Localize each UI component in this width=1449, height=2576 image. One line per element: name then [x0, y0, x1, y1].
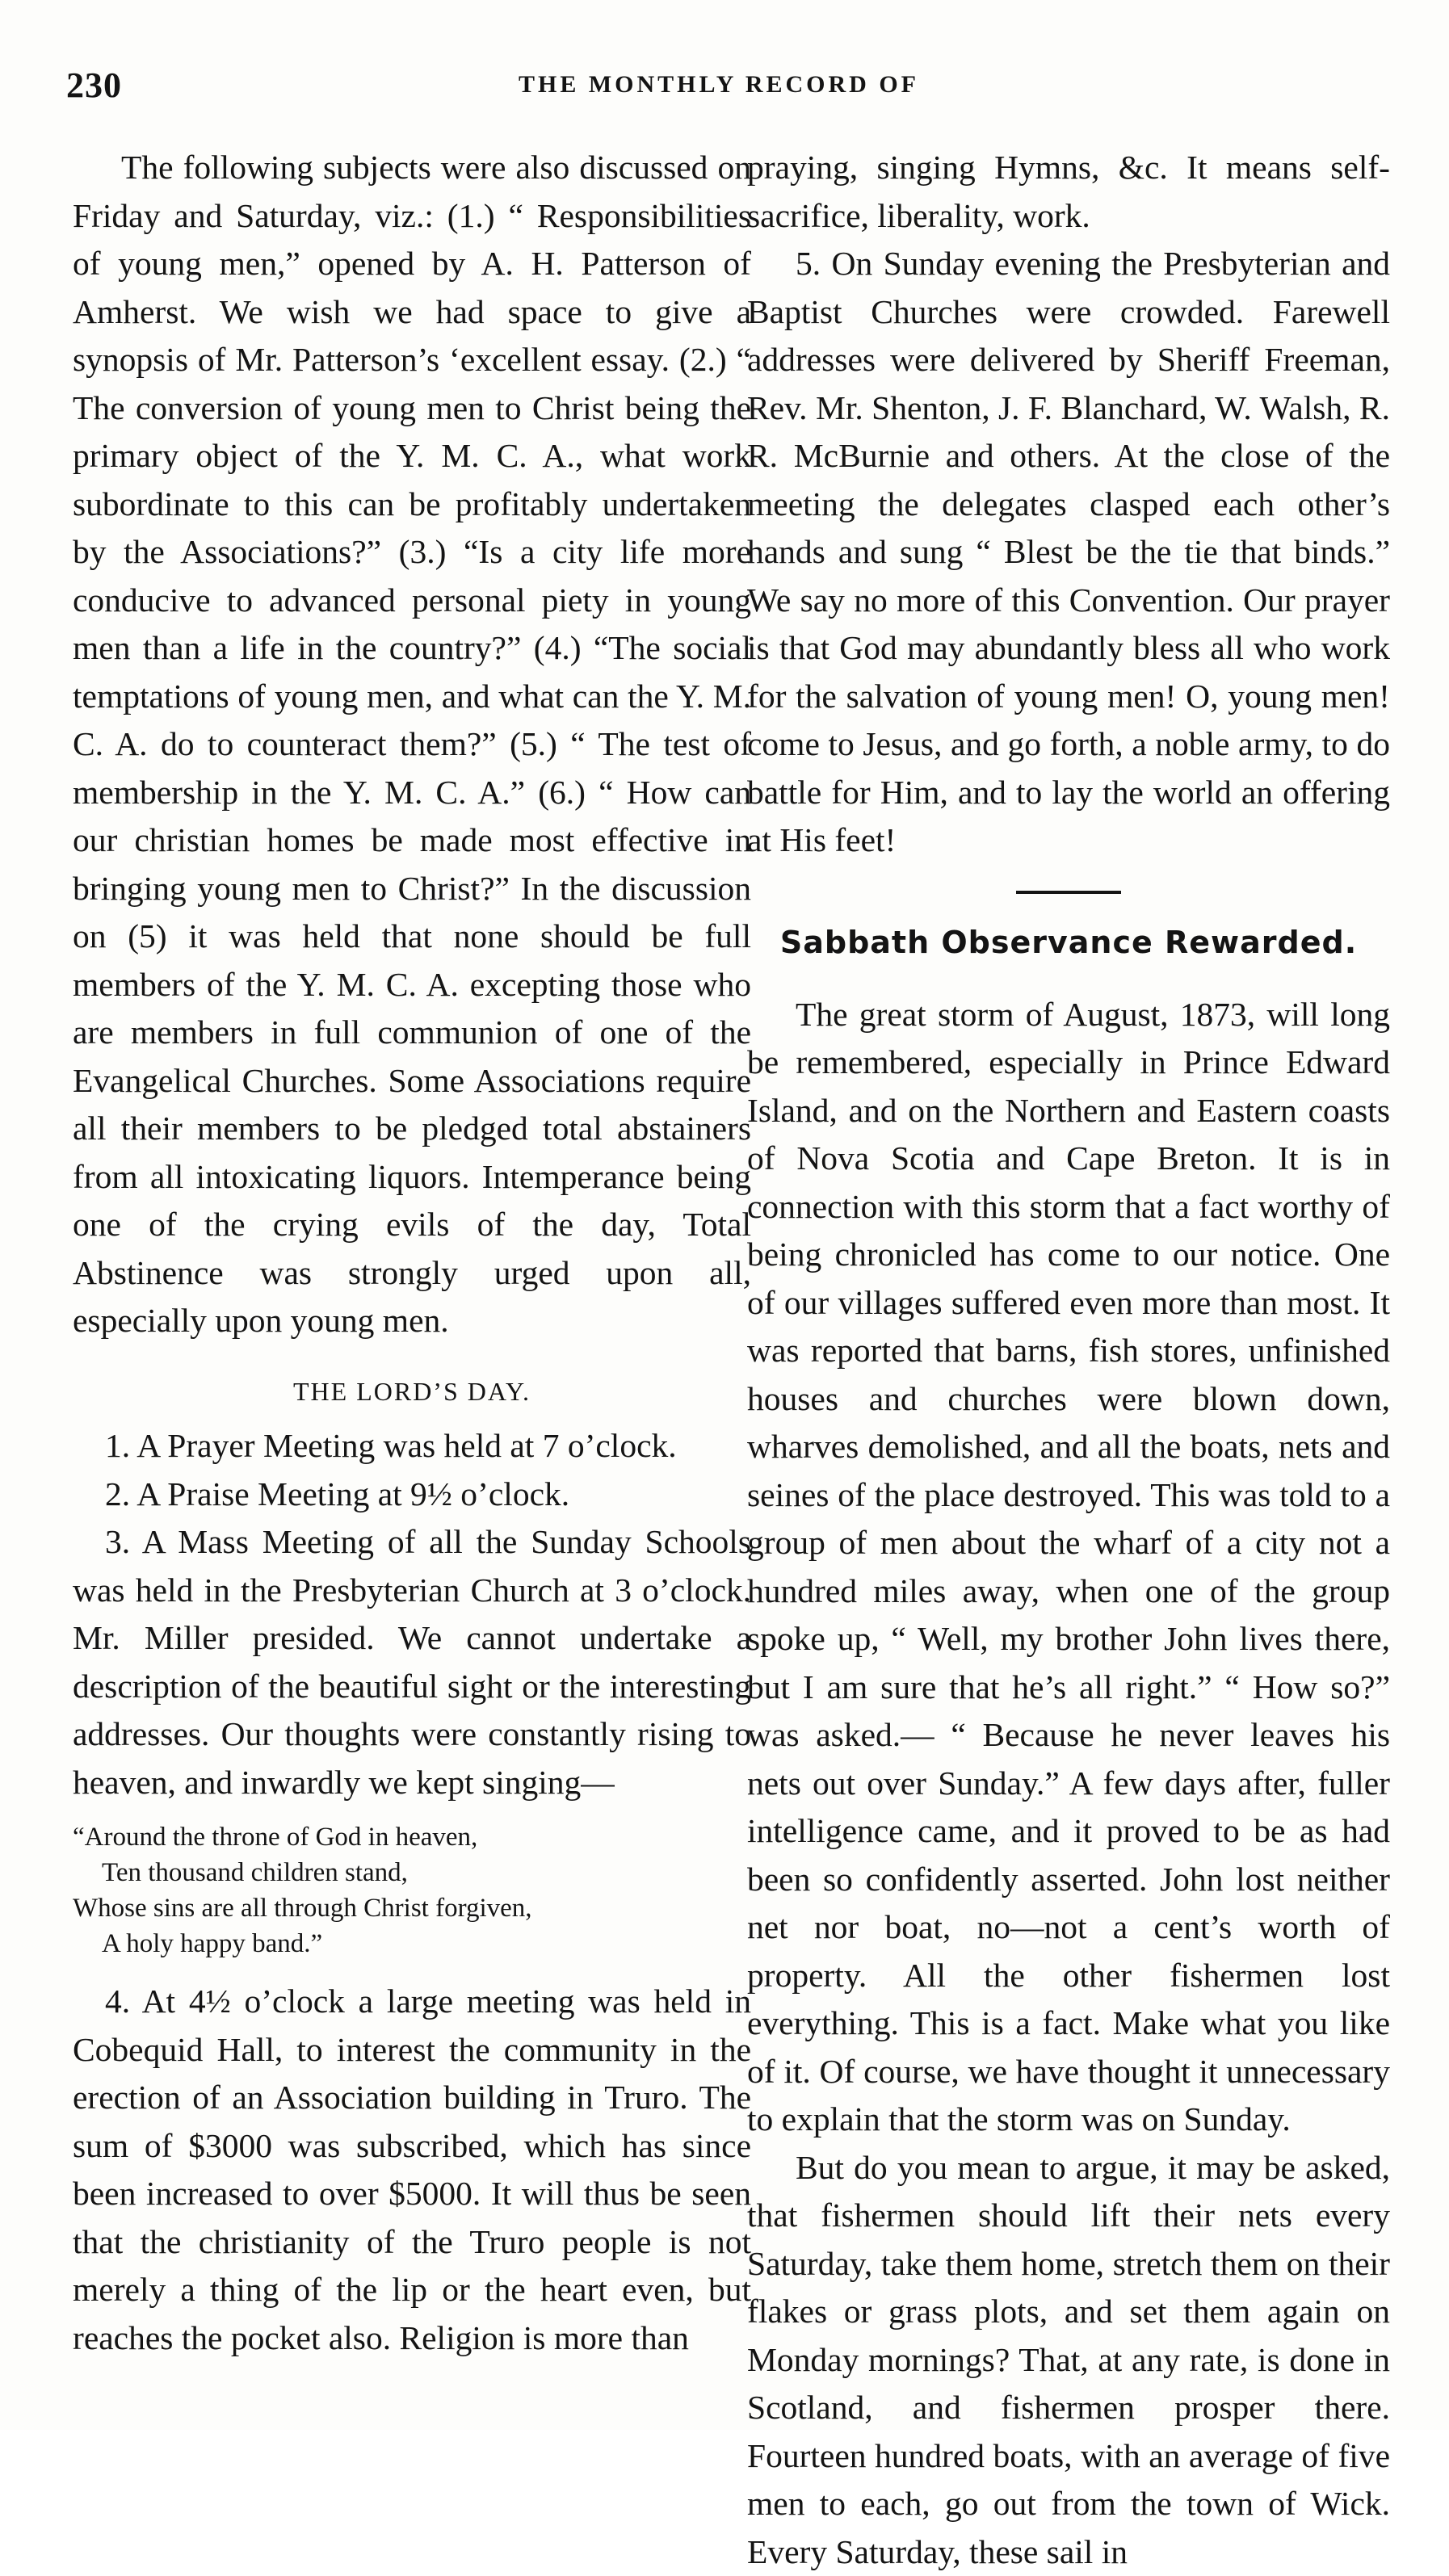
section-divider: [1016, 891, 1121, 894]
list-item: 1. A Prayer Meeting was held at 7 o’clock.: [73, 1422, 751, 1471]
right-column: [747, 144, 1390, 2576]
list-item: 3. A Mass Meeting of all the Sunday Schools was held in the Presbyterian Church at 3 o’clock. Mr. Miller presided. We cannot undertake a description of the beautiful sight or the interesting addresses. Our thoughts were constantly rising to heaven, and inwardly we kept singing—: [73, 1518, 751, 1806]
verse-line: “Around the throne of God in heaven,: [73, 1819, 751, 1855]
left-column: [73, 144, 751, 2362]
running-head: THE MONTHLY RECORD OF: [436, 71, 1002, 99]
paragraph-fishermen: But do you mean to argue, it may be asked, that fishermen should lift their nets every Saturday, take them home, stretch them on their flakes or grass plots, and set them again on Monday mornings? That, at any rate, is done in Scotland, and fishermen prosper there. Fourteen hundred boats, with an average of five men to each, go out from the town of Wick. Every Saturday, these sail in: [747, 2144, 1390, 2576]
lords-day-list-cont: [73, 1978, 751, 2362]
subheading-lords-day: THE LORD’S DAY.: [73, 1368, 751, 1416]
list-item: 4. At 4½ o’clock a large meeting was held in Cobequid Hall, to interest the community in the erection of an Association building in Truro. The sum of $3000 was subscribed, which has since been increased to over $5000. It will thus be seen that the christianity of the Truro people is not merely a thing of the lip or the heart even, but reaches the pocket also. Religion is more than: [73, 1978, 751, 2362]
paragraph-sunday-evening: 5. On Sunday evening the Presbyterian and Baptist Churches were crowded. Farewell addresses were delivered by Sheriff Freeman, Rev. Mr. Shenton, J. F. Blanchard, W. Walsh, R. R. McBurnie and others. At the close of the meeting the delegates clasped each other’s hands and sung “ Blest be the tie that binds.” We say no more of this Convention. Our prayer is that God may abundantly bless all who work for the salvation of young men! O, young men! come to Jesus, and go forth, a noble army, to do battle for Him, and to lay the world an offering at His feet!: [747, 240, 1390, 865]
paragraph-subjects: The following subjects were also discussed on Friday and Saturday, viz.: (1.) “ Responsibilities of young men,” opened by A. H. Patterson of Amherst. We wish we had space to give a synopsis of Mr. Patterson’s ‘excellent essay. (2.) “ The conversion of young men to Christ being the primary object of the Y. M. C. A., what work subordinate to this can be profitably undertaken by the Associations?” (3.) “Is a city life more conducive to advanced personal piety in young men than a life in the country?” (4.) “The social temptations of young men, and what can the Y. M. C. A. do to counteract them?” (5.) “ The test of membership in the Y. M. C. A.” (6.) “ How can our christian homes be made most effective in bringing young men to Christ?” In the discussion on (5) it was held that none should be full members of the Y. M. C. A. excepting those who are members in full communion of one of the Evangelical Churches. Some Associations require all their members to be pledged total abstainers from all intoxicating liquors. Intemperance being one of the crying evils of the day, Total Abstinence was strongly urged upon all, especially upon young men.: [73, 144, 751, 1345]
page-number: 230: [66, 65, 122, 106]
verse-line: A holy happy band.”: [73, 1926, 751, 1961]
lords-day-list: [73, 1422, 751, 1806]
list-item: 2. A Praise Meeting at 9½ o’clock.: [73, 1471, 751, 1519]
verse-line: Ten thousand children stand,: [73, 1855, 751, 1890]
paragraph-storm: The great storm of August, 1873, will long be remembered, especially in Prince Edward Island, and on the Northern and Eastern coasts of Nova Scotia and Cape Breton. It is in connection with this storm that a fact worthy of being chronicled has come to our notice. One of our villages suffered even more than most. It was reported that barns, fish stores, unfinished houses and churches were blown down, wharves demolished, and all the boats, nets and seines of the place destroyed. This was told to a group of men about the wharf of a city not a hundred miles away, when one of the group spoke up, “ Well, my brother John lives there, but I am sure that he’s all right.” “ How so?” was asked.— “ Because he never leaves his nets out over Sunday.” A few days after, fuller intelligence came, and it proved to be as had been so confidently asserted. John lost neither net nor boat, no—not a cent’s worth of property. All the other fishermen lost everything. This is a fact. Make what you like of it. Of course, we have thought it unnecessary to explain that the storm was on Sunday.: [747, 991, 1390, 2144]
paragraph-continued: praying, singing Hymns, &c. It means self-sacrifice, liberality, work.: [747, 144, 1390, 240]
hymn-verse: [73, 1819, 751, 1961]
article-title: Sabbath Observance Rewarded.: [747, 921, 1390, 963]
verse-line: Whose sins are all through Christ forgiven,: [73, 1890, 751, 1926]
